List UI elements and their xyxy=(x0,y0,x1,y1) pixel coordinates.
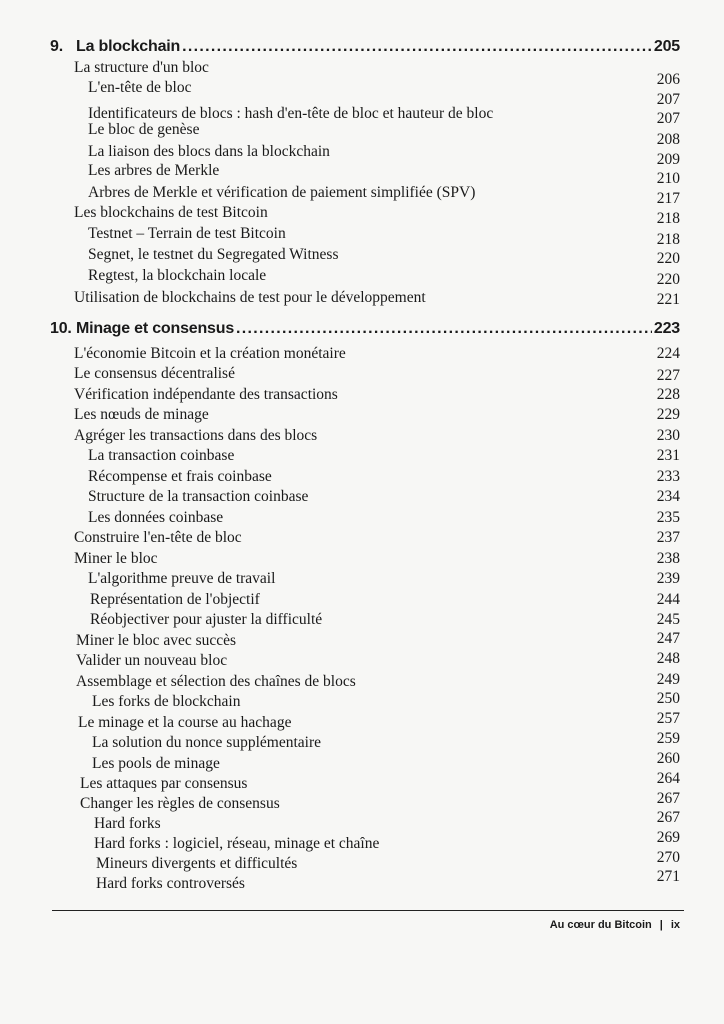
toc-entry xyxy=(88,161,680,187)
toc-entry xyxy=(80,790,680,814)
entry-page: 231 xyxy=(656,447,680,464)
entry-label: Assemblage et sélection des chaînes de blocs xyxy=(76,673,356,690)
chapter-title: La blockchain xyxy=(76,38,181,55)
entry-page: 270 xyxy=(656,849,680,866)
toc-entry xyxy=(96,849,680,874)
entry-page: 210 xyxy=(656,170,680,187)
toc-entry xyxy=(88,142,680,168)
entry-label: Identificateurs de blocs : hash d'en-tête de bloc et hauteur de bloc xyxy=(88,105,494,122)
toc-entry xyxy=(74,549,680,569)
entry-page: 217 xyxy=(656,190,680,207)
entry-label: La solution du nonce supplémentaire xyxy=(92,734,321,751)
entry-page: 237 xyxy=(656,529,680,546)
entry-label: Segnet, le testnet du Segregated Witness xyxy=(88,246,339,263)
entry-label: Hard forks controversés xyxy=(96,875,245,892)
entry-page: 234 xyxy=(656,488,680,505)
entry-page: 267 xyxy=(656,809,680,826)
toc-entry xyxy=(80,770,680,794)
entry-page: 228 xyxy=(656,386,680,403)
entry-page: 207 xyxy=(656,91,680,108)
toc-entry xyxy=(88,224,680,248)
toc-entry xyxy=(74,203,680,227)
entry-page: 267 xyxy=(656,790,680,807)
entry-label: Les arbres de Merkle xyxy=(88,162,220,179)
toc-entry xyxy=(74,528,680,548)
toc-entry xyxy=(76,651,680,671)
entry-label: La transaction coinbase xyxy=(88,447,235,464)
entry-label: Le consensus décentralisé xyxy=(74,365,235,382)
entry-page: 224 xyxy=(656,345,680,362)
entry-label: Construire l'en-tête de bloc xyxy=(74,529,242,546)
entry-label: L'économie Bitcoin et la création monétaire xyxy=(74,345,346,362)
entry-page: 245 xyxy=(656,611,680,628)
entry-page: 238 xyxy=(656,550,680,567)
entry-page: 230 xyxy=(656,427,680,444)
toc-entry xyxy=(74,344,680,364)
footer-book-title: Au cœur du Bitcoin xyxy=(549,919,652,931)
entry-page: 220 xyxy=(656,271,680,288)
entry-label: L'en-tête de bloc xyxy=(88,79,192,96)
toc-entry xyxy=(96,868,680,894)
entry-page: 250 xyxy=(656,690,680,707)
toc-entry xyxy=(74,405,680,425)
entry-page: 264 xyxy=(656,770,680,787)
entry-label: Les données coinbase xyxy=(88,509,224,526)
toc-entry xyxy=(88,120,680,148)
toc-entry xyxy=(78,710,680,733)
toc-entry xyxy=(92,750,680,774)
entry-label: Arbres de Merkle et vérification de paiement simplifiée (SPV) xyxy=(88,184,476,201)
entry-page: 220 xyxy=(656,250,680,267)
entry-page: 221 xyxy=(656,291,680,308)
toc-entry xyxy=(90,590,680,610)
entry-page: 259 xyxy=(656,730,680,747)
toc-entry xyxy=(94,809,680,834)
entry-label: Hard forks : logiciel, réseau, minage et chaîne xyxy=(94,835,380,852)
toc-entry xyxy=(88,78,680,108)
toc-entry xyxy=(94,829,680,854)
chapter-page: 223 xyxy=(653,320,680,337)
entry-page: 269 xyxy=(656,829,680,846)
entry-page: 247 xyxy=(656,630,680,647)
entry-label: Testnet – Terrain de test Bitcoin xyxy=(88,225,286,242)
entry-label: Valider un nouveau bloc xyxy=(76,652,228,669)
entry-page: 244 xyxy=(656,591,680,608)
entry-label: Réobjectiver pour ajuster la difficulté xyxy=(90,611,323,628)
entry-page: 206 xyxy=(656,71,680,88)
entry-page: 227 xyxy=(656,367,680,384)
entry-label: Agréger les transactions dans des blocs xyxy=(74,427,318,444)
toc-entry xyxy=(74,364,680,384)
chapter-number: 9. xyxy=(50,38,63,55)
entry-label: Hard forks xyxy=(94,815,161,832)
toc-entry xyxy=(88,245,680,265)
toc-entry xyxy=(88,508,680,528)
footer-page-number: ix xyxy=(670,919,680,931)
toc-entry xyxy=(74,426,680,446)
entry-page: 229 xyxy=(656,406,680,423)
entry-label: L'algorithme preuve de travail xyxy=(88,570,276,587)
toc-entry xyxy=(92,692,680,712)
entry-page: 271 xyxy=(656,868,680,885)
toc-entry xyxy=(92,730,680,753)
entry-label: Les forks de blockchain xyxy=(92,693,241,710)
entry-page: 233 xyxy=(656,468,680,485)
entry-label: Utilisation de blockchains de test pour le développement xyxy=(74,289,426,306)
entry-page: 218 xyxy=(656,210,680,227)
toc-entry xyxy=(90,610,680,630)
chapter-heading xyxy=(50,320,680,342)
footer-rule xyxy=(52,910,684,911)
entry-label: Les attaques par consensus xyxy=(80,775,248,792)
chapter-page: 205 xyxy=(653,38,680,55)
running-footer xyxy=(550,919,680,931)
entry-label: Récompense et frais coinbase xyxy=(88,468,272,485)
chapter-heading xyxy=(50,38,680,60)
toc-entry xyxy=(88,183,680,207)
entry-label: Regtest, la blockchain locale xyxy=(88,267,267,284)
toc-entry xyxy=(88,467,680,487)
entry-label: Changer les règles de consensus xyxy=(80,795,280,812)
entry-label: La structure d'un bloc xyxy=(74,59,209,76)
entry-page: 208 xyxy=(656,131,680,148)
leader-dots xyxy=(236,320,652,338)
entry-label: Miner le bloc avec succès xyxy=(76,632,237,649)
entry-label: Les pools de minage xyxy=(92,755,220,772)
toc-entry xyxy=(88,446,680,466)
entry-page: 257 xyxy=(656,710,680,727)
entry-label: Miner le bloc xyxy=(74,550,158,567)
toc-entry xyxy=(76,631,680,651)
entry-label: Mineurs divergents et difficultés xyxy=(96,855,298,872)
entry-label: Vérification indépendante des transactions xyxy=(74,386,338,403)
entry-page: 260 xyxy=(656,750,680,767)
entry-page: 207 xyxy=(656,110,680,127)
entry-label: La liaison des blocs dans la blockchain xyxy=(88,143,330,160)
toc-entry xyxy=(88,569,680,589)
entry-label: Structure de la transaction coinbase xyxy=(88,488,309,505)
entry-label: Représentation de l'objectif xyxy=(90,591,260,608)
entry-label: Le bloc de genèse xyxy=(88,121,200,138)
entry-label: Les nœuds de minage xyxy=(74,406,209,423)
footer-separator: | xyxy=(659,919,663,931)
entry-page: 239 xyxy=(656,570,680,587)
toc-entry xyxy=(74,385,680,405)
entry-page: 248 xyxy=(656,650,680,667)
entry-page: 249 xyxy=(656,671,680,688)
toc-entry xyxy=(76,672,680,692)
entry-page: 235 xyxy=(656,509,680,526)
chapter-number: 10. xyxy=(50,320,72,337)
entry-page: 209 xyxy=(656,151,680,168)
toc-entry xyxy=(88,487,680,507)
toc-entry xyxy=(88,266,680,286)
entry-page: 218 xyxy=(656,231,680,248)
chapter-title: Minage et consensus xyxy=(76,320,235,337)
leader-dots xyxy=(182,38,652,56)
entry-label: Les blockchains de test Bitcoin xyxy=(74,204,268,221)
toc-entry xyxy=(74,288,680,308)
entry-label: Le minage et la course au hachage xyxy=(78,714,292,731)
